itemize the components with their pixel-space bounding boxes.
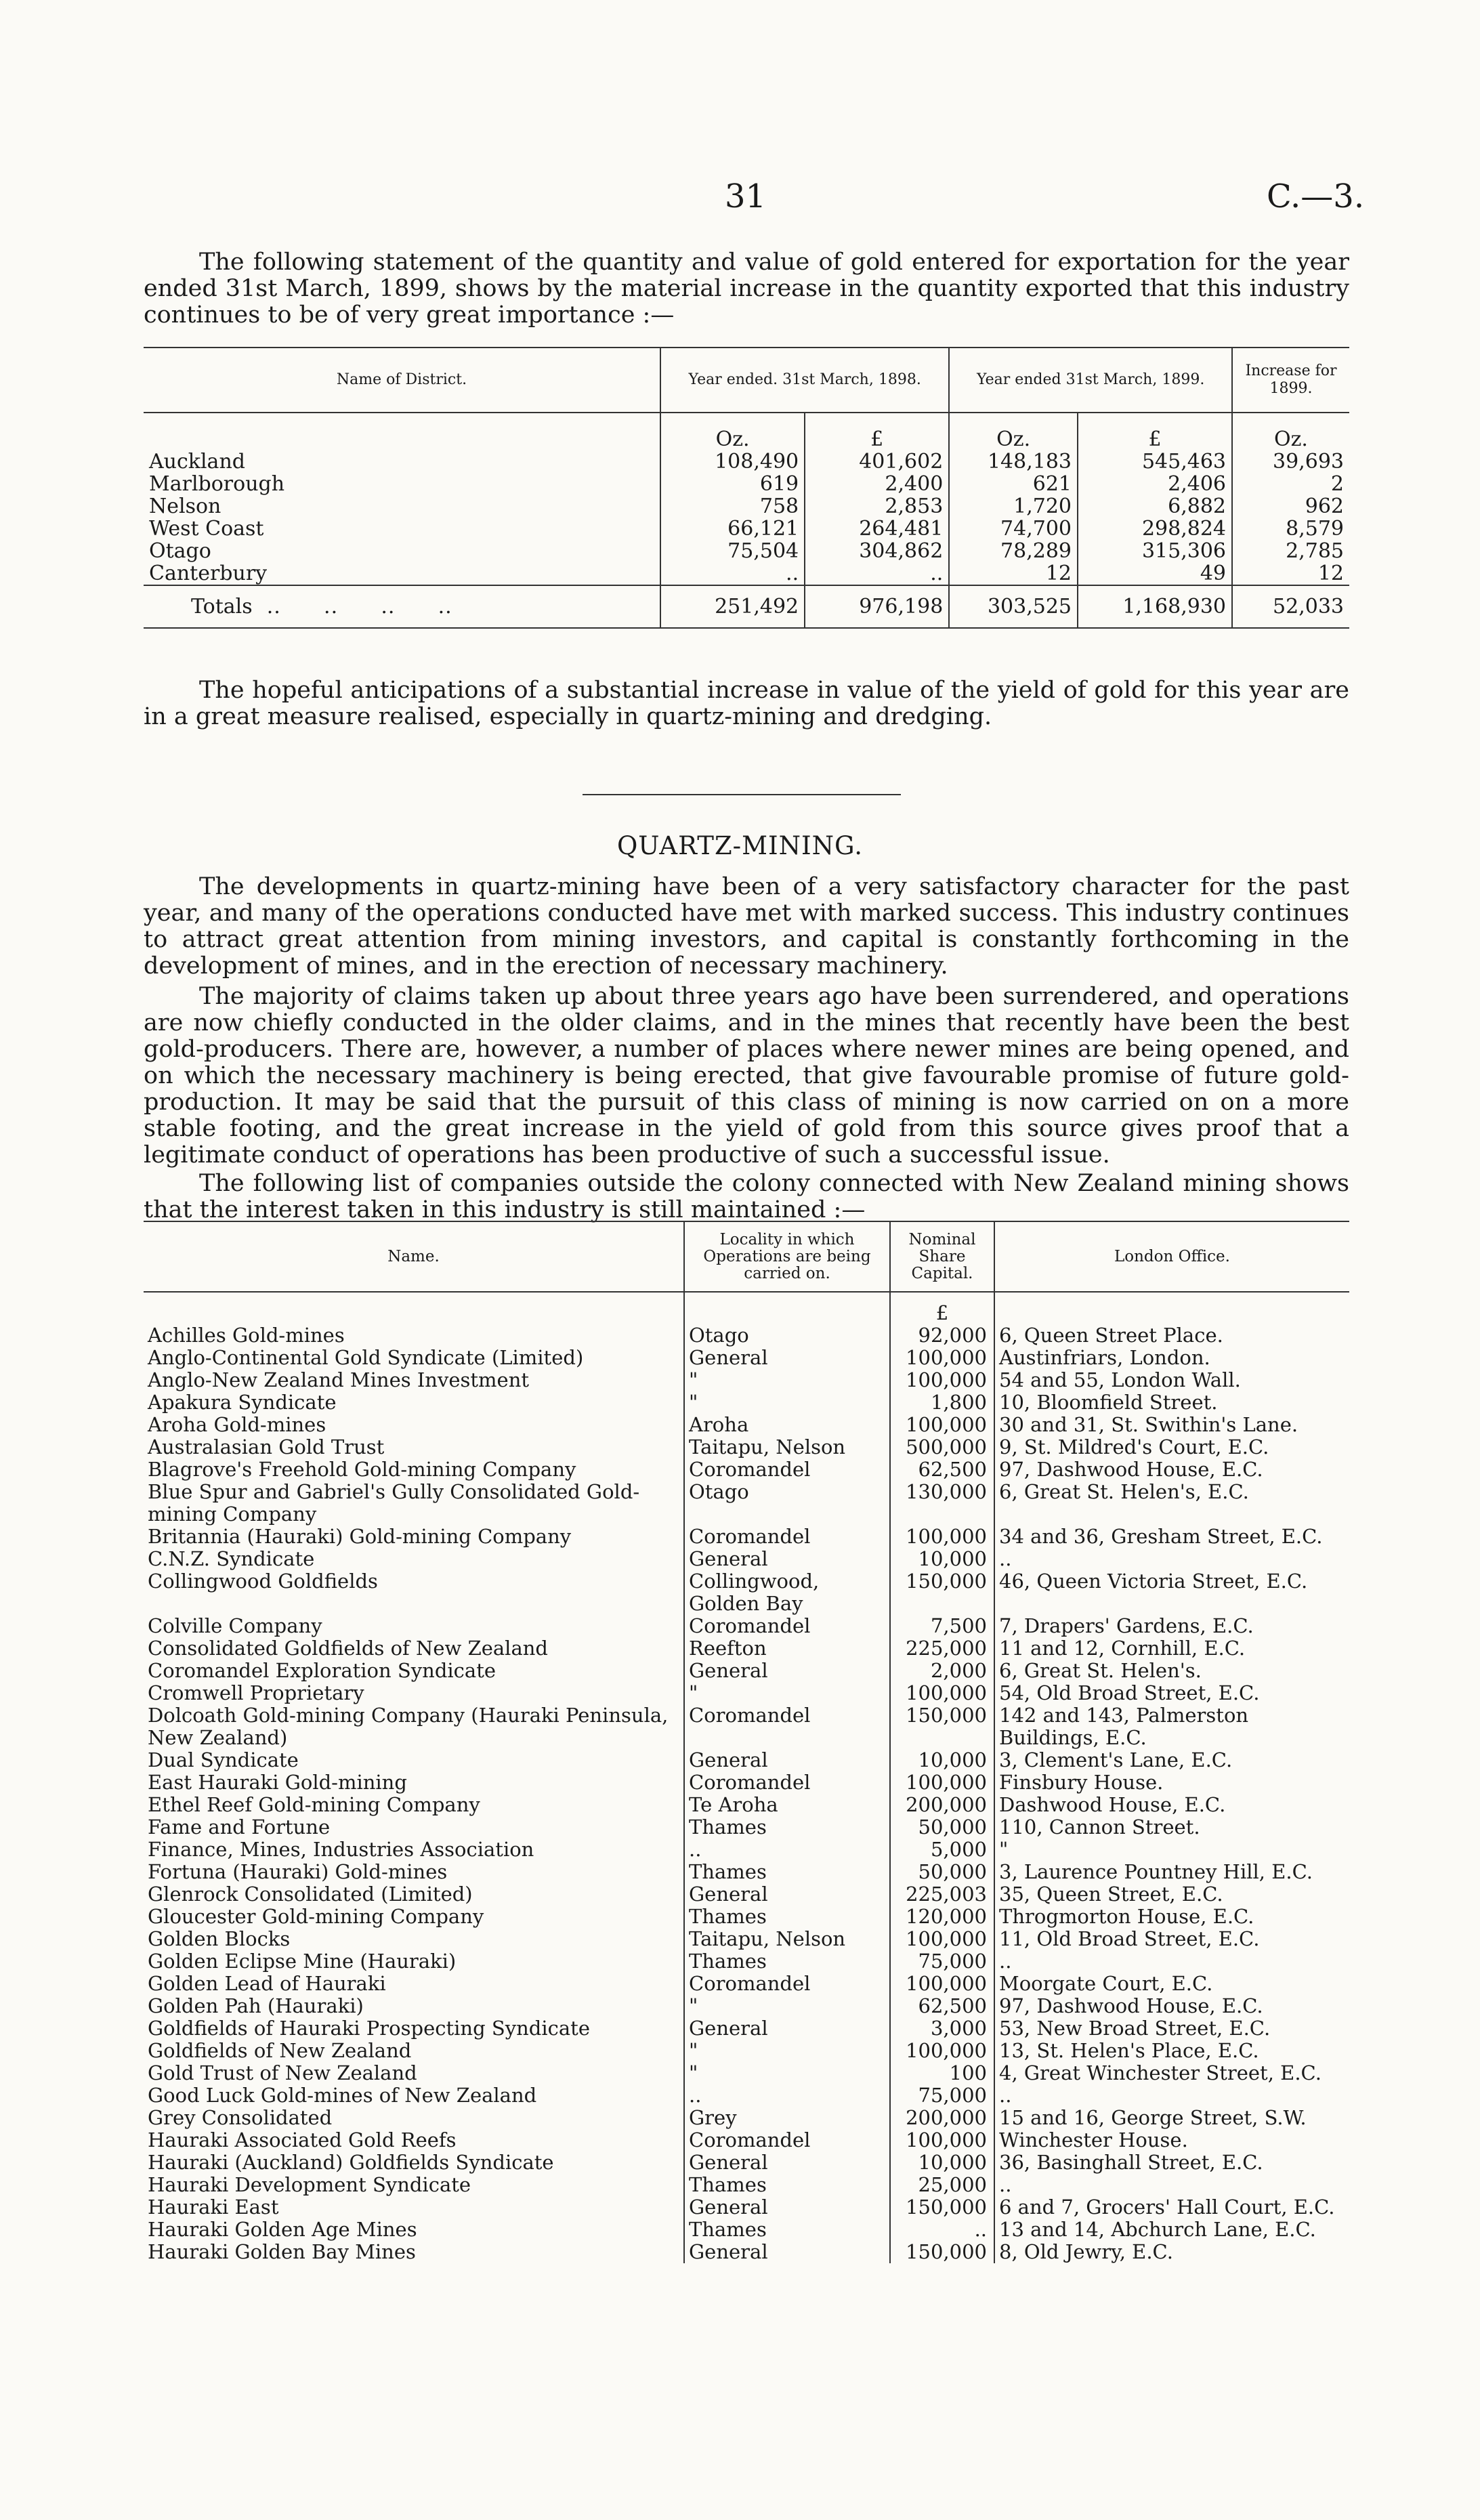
page-number: 31 (725, 177, 767, 215)
company-row (144, 1771, 1349, 1794)
gold-row (144, 540, 1349, 562)
value-1899: 2,406 (1078, 473, 1232, 495)
company-london-office: 35, Queen Street, E.C. (994, 1883, 1349, 1906)
company-table (144, 1221, 1349, 2263)
company-name: Blue Spur and Gabriel's Gully Consolidated Gold-mining Company (148, 1480, 640, 1526)
increase: 2,785 (1232, 540, 1349, 562)
company-capital: 200,000 (890, 2107, 994, 2129)
totals-oz-1898: 251,492 (660, 585, 805, 628)
company-capital: 25,000 (890, 2174, 994, 2196)
unit-blank (144, 413, 660, 450)
company-london-office: 54, Old Broad Street, E.C. (994, 1682, 1349, 1704)
company-locality: General (684, 1548, 890, 1570)
company-locality: Coromandel (684, 1615, 890, 1637)
company-capital: 100,000 (890, 1414, 994, 1436)
company-london-office: 54 and 55, London Wall. (994, 1369, 1349, 1391)
company-name: Golden Eclipse Mine (Hauraki) (148, 1950, 457, 1973)
header-year-1898: Year ended. 31st March, 1898. (660, 348, 949, 413)
value-1898: 2,853 (805, 495, 949, 518)
totals-val-1899: 1,168,930 (1078, 585, 1232, 628)
company-capital: 120,000 (890, 1906, 994, 1928)
company-name: East Hauraki Gold-mining (148, 1771, 407, 1794)
company-london-office: 7, Drapers' Gardens, E.C. (994, 1615, 1349, 1637)
company-name: Dolcoath Gold-mining Company (Hauraki Peninsula, New Zealand) (148, 1704, 669, 1749)
company-capital: 5,000 (890, 1839, 994, 1861)
header-locality: Locality in which Operations are being carried on. (684, 1221, 890, 1292)
capital-unit: £ (890, 1292, 994, 1324)
company-name: Good Luck Gold-mines of New Zealand (148, 2084, 537, 2107)
company-row (144, 1526, 1349, 1548)
company-row (144, 1861, 1349, 1883)
company-locality: Coromandel (684, 1704, 890, 1749)
company-capital: 92,000 (890, 1324, 994, 1347)
company-name: Collingwood Goldfields (148, 1570, 378, 1593)
oz-1899: 74,700 (949, 518, 1078, 540)
company-capital: 50,000 (890, 1816, 994, 1839)
value-1898: 264,481 (805, 518, 949, 540)
company-capital: 130,000 (890, 1481, 994, 1526)
company-name: Australasian Gold Trust (148, 1435, 385, 1458)
company-london-office: 142 and 143, Palmerston Buildings, E.C. (994, 1704, 1349, 1749)
company-capital: 500,000 (890, 1436, 994, 1458)
company-london-office: 97, Dashwood House, E.C. (994, 1458, 1349, 1481)
company-capital: 10,000 (890, 2151, 994, 2174)
header-capital: Nominal Share Capital. (890, 1221, 994, 1292)
company-locality: Coromandel (684, 1458, 890, 1481)
company-locality: .. (684, 2084, 890, 2107)
district-name: Otago (149, 539, 211, 563)
totals-row (144, 585, 1349, 628)
company-capital: 225,000 (890, 1637, 994, 1660)
company-name: Goldfields of New Zealand (148, 2039, 412, 2062)
oz-1899: 1,720 (949, 495, 1078, 518)
company-london-office: .. (994, 2174, 1349, 2196)
company-row (144, 1950, 1349, 1973)
company-name: Dual Syndicate (148, 1748, 299, 1771)
company-row (144, 1995, 1349, 2017)
company-london-office: Moorgate Court, E.C. (994, 1973, 1349, 1995)
company-capital: 100,000 (890, 1526, 994, 1548)
value-1898: 304,862 (805, 540, 949, 562)
company-london-office: 13, St. Helen's Place, E.C. (994, 2040, 1349, 2062)
company-capital: 100,000 (890, 1973, 994, 1995)
company-london-office: 6 and 7, Grocers' Hall Court, E.C. (994, 2196, 1349, 2219)
company-name: Golden Pah (Hauraki) (148, 1994, 364, 2017)
company-name: Finance, Mines, Industries Association (148, 1838, 534, 1861)
company-capital: 62,500 (890, 1458, 994, 1481)
district-name: Auckland (149, 450, 245, 474)
company-capital: 7,500 (890, 1615, 994, 1637)
company-locality: Te Aroha (684, 1794, 890, 1816)
company-locality: General (684, 2017, 890, 2040)
company-row (144, 2017, 1349, 2040)
company-row (144, 1928, 1349, 1950)
company-locality: " (684, 2062, 890, 2084)
value-1899: 298,824 (1078, 518, 1232, 540)
company-capital: 50,000 (890, 1861, 994, 1883)
company-row (144, 1481, 1349, 1526)
company-name: Hauraki Associated Gold Reefs (148, 2128, 457, 2151)
company-london-office: Winchester House. (994, 2129, 1349, 2151)
company-row (144, 2040, 1349, 2062)
increase: 962 (1232, 495, 1349, 518)
company-row (144, 1682, 1349, 1704)
company-london-office: " (994, 1839, 1349, 1861)
district-name: Marlborough (149, 472, 285, 496)
company-row (144, 1637, 1349, 1660)
company-name: Britannia (Hauraki) Gold-mining Company (148, 1525, 572, 1548)
company-capital: 100,000 (890, 2040, 994, 2062)
company-locality: Thames (684, 1816, 890, 1839)
header-name: Name. (144, 1221, 684, 1292)
company-row (144, 2107, 1349, 2129)
oz-1899: 12 (949, 562, 1078, 585)
company-london-office: Austinfriars, London. (994, 1347, 1349, 1369)
increase: 39,693 (1232, 450, 1349, 473)
oz-1898: 66,121 (660, 518, 805, 540)
company-london-office: 11 and 12, Cornhill, E.C. (994, 1637, 1349, 1660)
company-london-office: 30 and 31, St. Swithin's Lane. (994, 1414, 1349, 1436)
unit-blank-name (144, 1292, 684, 1324)
company-capital: 150,000 (890, 2241, 994, 2263)
company-london-office: 34 and 36, Gresham Street, E.C. (994, 1526, 1349, 1548)
page-reference: C.—3. (1267, 177, 1365, 215)
company-locality: Thames (684, 1861, 890, 1883)
company-locality: General (684, 2196, 890, 2219)
company-locality: " (684, 1391, 890, 1414)
oz-1899: 78,289 (949, 540, 1078, 562)
quartz-paragraph-1: The developments in quartz-mining have been of a very satisfactory character for the past year, and many of the operations conducted have met with marked success. This industry continues to attract great attention from mining investors, and capital is constantly forthcoming in the development of mines, and in the erection of necessary machinery. (144, 873, 1349, 980)
company-row (144, 2084, 1349, 2107)
company-name: Gloucester Gold-mining Company (148, 1905, 484, 1928)
company-row (144, 1906, 1349, 1928)
header-increase: Increase for 1899. (1232, 348, 1349, 413)
company-name: Fortuna (Hauraki) Gold-mines (148, 1860, 448, 1883)
company-locality: Grey (684, 2107, 890, 2129)
company-row (144, 1570, 1349, 1615)
increase: 8,579 (1232, 518, 1349, 540)
company-capital: 150,000 (890, 2196, 994, 2219)
increase: 2 (1232, 473, 1349, 495)
unit-oz-1898: Oz. (660, 413, 805, 450)
company-name: Hauraki Golden Age Mines (148, 2218, 417, 2241)
gold-row (144, 473, 1349, 495)
company-locality: Otago (684, 1324, 890, 1347)
oz-1898: .. (660, 562, 805, 585)
company-name: Fame and Fortune (148, 1815, 331, 1839)
company-name: Ethel Reef Gold-mining Company (148, 1793, 480, 1816)
quartz-paragraph-2: The majority of claims taken up about three years ago have been surrendered, and operations are now chiefly conducted in the older claims, and in the mines that recently have been the best gold-producers. There are, however, a number of places where newer mines are being opened, and on which the necessary machinery is being erected, that give favourable promise of future gold-production. It may be said that the pursuit of this class of mining is now carried on on a more stable footing, and the great increase in the yield of gold from this source gives proof that a legitimate conduct of operations has been productive of such a successful issue. (144, 983, 1349, 1169)
company-row (144, 1414, 1349, 1436)
company-london-office: .. (994, 1950, 1349, 1973)
company-capital: 150,000 (890, 1704, 994, 1749)
value-1899: 545,463 (1078, 450, 1232, 473)
company-london-office: 53, New Broad Street, E.C. (994, 2017, 1349, 2040)
oz-1898: 619 (660, 473, 805, 495)
company-locality: General (684, 2151, 890, 2174)
company-london-office: 6, Great St. Helen's. (994, 1660, 1349, 1682)
gold-row (144, 450, 1349, 473)
company-locality: Reefton (684, 1637, 890, 1660)
company-capital: 2,000 (890, 1660, 994, 1682)
company-name: Colville Company (148, 1614, 322, 1637)
company-locality: Thames (684, 1906, 890, 1928)
company-london-office: .. (994, 2084, 1349, 2107)
company-capital: .. (890, 2219, 994, 2241)
company-locality: " (684, 1682, 890, 1704)
gold-table-header (144, 348, 1349, 413)
company-locality: Coromandel (684, 2129, 890, 2151)
company-locality: Collingwood, Golden Bay (684, 1570, 890, 1615)
value-1898: 401,602 (805, 450, 949, 473)
company-row (144, 1436, 1349, 1458)
district-name: Nelson (149, 495, 221, 518)
value-1899: 49 (1078, 562, 1232, 585)
section-heading: QUARTZ-MINING. (616, 831, 864, 860)
company-capital: 225,003 (890, 1883, 994, 1906)
company-name: Anglo-Continental Gold Syndicate (Limited) (148, 1346, 584, 1369)
company-row (144, 1883, 1349, 1906)
company-london-office: Finsbury House. (994, 1771, 1349, 1794)
company-london-office: 6, Queen Street Place. (994, 1324, 1349, 1347)
hopeful-paragraph: The hopeful anticipations of a substantial increase in value of the yield of gold for this year are in a great measure realised, especially in quartz-mining and dredging. (144, 677, 1349, 730)
company-name: Hauraki Development Syndicate (148, 2173, 471, 2196)
company-london-office: 6, Great St. Helen's, E.C. (994, 1481, 1349, 1526)
company-locality: Taitapu, Nelson (684, 1436, 890, 1458)
company-capital: 100,000 (890, 1347, 994, 1369)
header-office: London Office. (994, 1221, 1349, 1292)
company-london-office: 13 and 14, Abchurch Lane, E.C. (994, 2219, 1349, 2241)
company-row (144, 2241, 1349, 2263)
company-capital: 75,000 (890, 1950, 994, 1973)
unit-oz-increase: Oz. (1232, 413, 1349, 450)
company-name: Blagrove's Freehold Gold-mining Company (148, 1458, 576, 1481)
company-london-office: Throgmorton House, E.C. (994, 1906, 1349, 1928)
quartz-paragraph-3: The following list of companies outside the colony connected with New Zealand mining shows that the interest taken in this industry is still maintained :— (144, 1170, 1349, 1223)
district-name: Canterbury (149, 562, 268, 585)
company-row (144, 2219, 1349, 2241)
company-locality: Coromandel (684, 1771, 890, 1794)
gold-row (144, 518, 1349, 540)
company-locality: Otago (684, 1481, 890, 1526)
company-capital: 100,000 (890, 1771, 994, 1794)
company-name: Goldfields of Hauraki Prospecting Syndicate (148, 2017, 590, 2040)
company-capital: 75,000 (890, 2084, 994, 2107)
company-capital: 10,000 (890, 1548, 994, 1570)
company-locality: " (684, 1995, 890, 2017)
company-row (144, 2062, 1349, 2084)
company-row (144, 1794, 1349, 1816)
company-row (144, 1347, 1349, 1369)
company-capital: 150,000 (890, 1570, 994, 1615)
company-locality: Aroha (684, 1414, 890, 1436)
company-london-office: Dashwood House, E.C. (994, 1794, 1349, 1816)
value-1899: 315,306 (1078, 540, 1232, 562)
company-row (144, 1839, 1349, 1861)
gold-row (144, 562, 1349, 585)
company-name: Hauraki Golden Bay Mines (148, 2240, 416, 2263)
company-capital: 100,000 (890, 1369, 994, 1391)
company-name: Golden Lead of Hauraki (148, 1972, 386, 1995)
company-name: Gold Trust of New Zealand (148, 2061, 417, 2084)
company-london-office: .. (994, 1548, 1349, 1570)
company-locality: Thames (684, 2174, 890, 2196)
company-name: Consolidated Goldfields of New Zealand (148, 1637, 548, 1660)
company-name: Glenrock Consolidated (Limited) (148, 1883, 473, 1906)
oz-1898: 75,504 (660, 540, 805, 562)
company-locality: .. (684, 1839, 890, 1861)
company-london-office: 3, Clement's Lane, E.C. (994, 1749, 1349, 1771)
unit-pound-1898: £ (805, 413, 949, 450)
company-row (144, 1816, 1349, 1839)
company-name: Hauraki (Auckland) Goldfields Syndicate (148, 2151, 554, 2174)
company-name: Aroha Gold-mines (148, 1413, 326, 1436)
company-london-office: 4, Great Winchester Street, E.C. (994, 2062, 1349, 2084)
company-london-office: 97, Dashwood House, E.C. (994, 1995, 1349, 2017)
increase: 12 (1232, 562, 1349, 585)
company-london-office: 9, St. Mildred's Court, E.C. (994, 1436, 1349, 1458)
company-locality: General (684, 1749, 890, 1771)
unit-pound-1899: £ (1078, 413, 1232, 450)
company-locality: General (684, 1660, 890, 1682)
company-london-office: 3, Laurence Pountney Hill, E.C. (994, 1861, 1349, 1883)
section-divider (583, 794, 901, 795)
header-year-1899: Year ended 31st March, 1899. (949, 348, 1232, 413)
company-row (144, 2151, 1349, 2174)
company-capital: 100 (890, 2062, 994, 2084)
company-row (144, 1458, 1349, 1481)
value-1898: .. (805, 562, 949, 585)
company-name: Golden Blocks (148, 1927, 291, 1950)
header-district: Name of District. (144, 348, 660, 413)
oz-1899: 148,183 (949, 450, 1078, 473)
gold-row (144, 495, 1349, 518)
company-name: C.N.Z. Syndicate (148, 1547, 315, 1570)
company-capital: 100,000 (890, 2129, 994, 2151)
district-name: West Coast (149, 517, 264, 541)
company-name: Cromwell Proprietary (148, 1681, 364, 1704)
company-capital: 10,000 (890, 1749, 994, 1771)
company-row (144, 1369, 1349, 1391)
company-london-office: 11, Old Broad Street, E.C. (994, 1928, 1349, 1950)
oz-1898: 758 (660, 495, 805, 518)
company-row (144, 1324, 1349, 1347)
company-row (144, 2174, 1349, 2196)
company-row (144, 2196, 1349, 2219)
company-locality: General (684, 2241, 890, 2263)
company-row (144, 1548, 1349, 1570)
company-row (144, 2129, 1349, 2151)
company-name: Anglo-New Zealand Mines Investment (148, 1368, 530, 1391)
company-row (144, 1749, 1349, 1771)
company-locality: Coromandel (684, 1973, 890, 1995)
intro-paragraph: The following statement of the quantity and value of gold entered for exportation for the year ended 31st March, 1899, shows by the material increase in the quantity exported that this industry continues to be of very great importance :— (144, 249, 1349, 329)
company-row (144, 1615, 1349, 1637)
company-capital: 200,000 (890, 1794, 994, 1816)
company-locality: Coromandel (684, 1526, 890, 1548)
company-locality: General (684, 1883, 890, 1906)
unit-row (144, 413, 1349, 450)
company-name: Achilles Gold-mines (148, 1324, 345, 1347)
company-london-office: 10, Bloomfield Street. (994, 1391, 1349, 1414)
company-locality: " (684, 2040, 890, 2062)
company-capital: 100,000 (890, 1928, 994, 1950)
company-row (144, 1704, 1349, 1749)
company-capital: 100,000 (890, 1682, 994, 1704)
company-locality: General (684, 1347, 890, 1369)
company-row (144, 1391, 1349, 1414)
company-table-header (144, 1221, 1349, 1292)
totals-oz-1899: 303,525 (949, 585, 1078, 628)
company-name: Apakura Syndicate (148, 1391, 337, 1414)
company-row (144, 1973, 1349, 1995)
oz-1899: 621 (949, 473, 1078, 495)
company-row (144, 1660, 1349, 1682)
unit-oz-1899: Oz. (949, 413, 1078, 450)
totals-label: Totals .. .. .. .. (144, 585, 660, 628)
unit-blank-office (994, 1292, 1349, 1324)
oz-1898: 108,490 (660, 450, 805, 473)
company-london-office: 15 and 16, George Street, S.W. (994, 2107, 1349, 2129)
company-capital: 3,000 (890, 2017, 994, 2040)
value-1899: 6,882 (1078, 495, 1232, 518)
gold-export-table (144, 347, 1349, 629)
company-london-office: 36, Basinghall Street, E.C. (994, 2151, 1349, 2174)
totals-increase: 52,033 (1232, 585, 1349, 628)
company-locality: " (684, 1369, 890, 1391)
company-name: Grey Consolidated (148, 2106, 333, 2129)
company-locality: Taitapu, Nelson (684, 1928, 890, 1950)
company-capital: 1,800 (890, 1391, 994, 1414)
company-capital: 62,500 (890, 1995, 994, 2017)
totals-val-1898: 976,198 (805, 585, 949, 628)
company-name: Hauraki East (148, 2196, 279, 2219)
company-london-office: 8, Old Jewry, E.C. (994, 2241, 1349, 2263)
capital-unit-row (144, 1292, 1349, 1324)
company-name: Coromandel Exploration Syndicate (148, 1659, 496, 1682)
unit-blank-locality (684, 1292, 890, 1324)
value-1898: 2,400 (805, 473, 949, 495)
company-london-office: 110, Cannon Street. (994, 1816, 1349, 1839)
company-locality: Thames (684, 1950, 890, 1973)
company-london-office: 46, Queen Victoria Street, E.C. (994, 1570, 1349, 1615)
company-locality: Thames (684, 2219, 890, 2241)
